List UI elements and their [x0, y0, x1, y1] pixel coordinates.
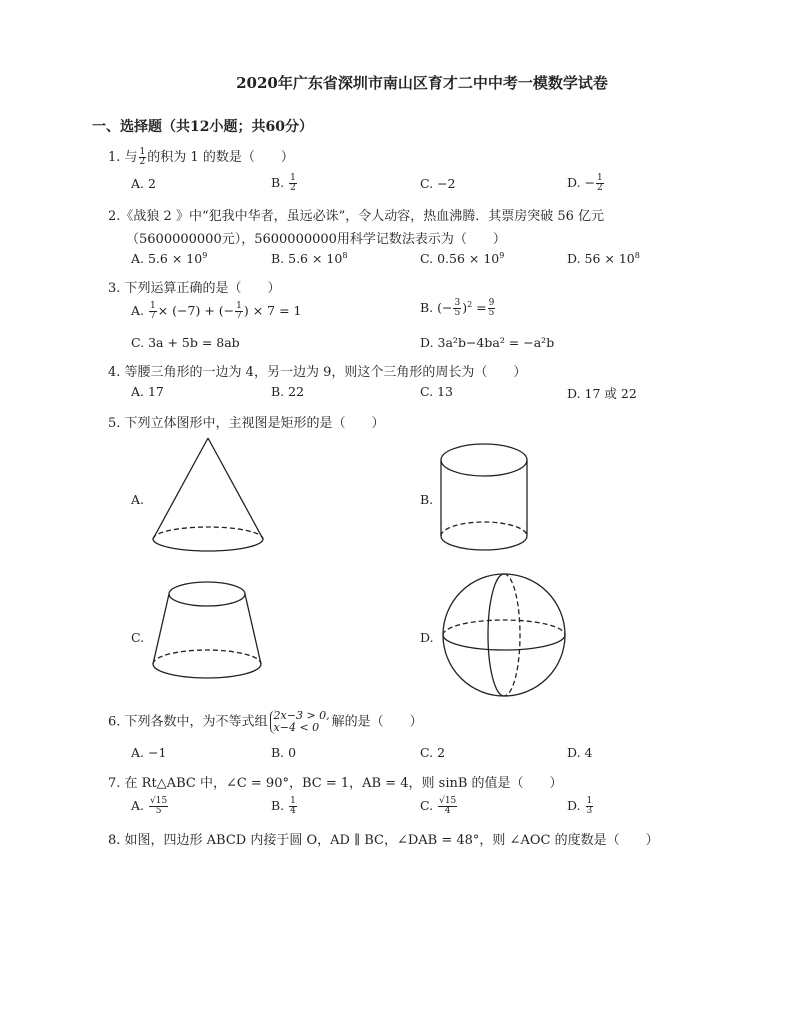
cylinder-figure — [438, 440, 530, 554]
q4-option-d: D. 17 或 22 — [567, 386, 637, 401]
inequality-system: 2x−3 > 0, x−4 < 0 — [270, 710, 330, 734]
q1-stem-b: 的积为 1 的数是（ ） — [147, 150, 294, 165]
question-2-line-1: 2.《战狼 2 》中“犯我中华者，虽远必诛”，令人动容，热血沸腾．其票房突破 56 亿元 — [108, 209, 605, 224]
cone-figure — [148, 436, 268, 554]
q6-option-d: D. 4 — [567, 745, 593, 760]
q4-option-b: B. 22 — [271, 384, 305, 399]
q7-option-b: B. $\frac{1}{4}$ — [271, 796, 296, 816]
q6-option-b: B. 0 — [271, 745, 297, 760]
page-title: 2020年广东省深圳市南山区育才二中中考一模数学试卷 — [236, 74, 608, 92]
q5-option-b-label: B. — [420, 492, 434, 507]
q1-option-c: C. −2 — [420, 176, 456, 191]
q1-fraction: $\frac{1}{2}$ — [139, 147, 146, 167]
question-8: 8. 如图，四边形 ABCD 内接于圆 O，AD ∥ BC，∠DAB = 48°，则 ∠AOC 的度数是（ ） — [108, 833, 659, 848]
q3-option-a: A. $\frac{1}{7}$ × (−7) + (− $\frac{1}{7}$ ) × 7 = 1 — [131, 301, 302, 321]
question-3: 3. 下列运算正确的是（ ） — [108, 281, 281, 296]
q4-option-c: C. 13 — [420, 384, 453, 399]
q4-option-a: A. 17 — [131, 384, 164, 399]
q5-option-d-label: D. — [420, 630, 434, 645]
q5-option-c-label: C. — [131, 630, 145, 645]
q7-option-c: C. $\frac{√15}{4}$ — [420, 796, 457, 816]
q1-stem-a: 1. 与 — [108, 150, 138, 165]
q1-option-d: D. − $\frac{1}{2}$ — [567, 173, 603, 193]
question-4: 4. 等腰三角形的一边为 4，另一边为 9，则这个三角形的周长为（ ） — [108, 365, 527, 380]
q7-option-a: A. $\frac{√15}{5}$ — [131, 796, 168, 816]
question-2-line-2: （5600000000元），5600000000用科学记数法表示为（ ） — [126, 232, 506, 247]
section-heading: 一、选择题（共12小题；共60分） — [92, 119, 313, 135]
q3-option-d: D. 3a²b−4ba² = −a²b — [420, 335, 555, 350]
q1-option-b: B. $\frac{1}{2}$ — [271, 173, 296, 193]
q3-option-b: B. (− $\frac{3}{5}$ )$^2$ = $\frac{9}{5}$ — [420, 298, 495, 318]
question-1 — [108, 146, 294, 167]
sphere-figure — [440, 572, 568, 698]
q2-option-c: C. $0.56 \times 10^9$ — [420, 251, 505, 267]
frustum-figure — [150, 578, 264, 690]
q6-option-a: A. −1 — [131, 745, 167, 760]
q3-option-c: C. 3a + 5b = 8ab — [131, 335, 240, 350]
q5-option-a-label: A. — [131, 492, 145, 507]
q2-option-a: A. $5.6 \times 10^9$ — [131, 251, 208, 267]
question-5: 5. 下列立体图形中，主视图是矩形的是（ ） — [108, 416, 385, 431]
question-7: 7. 在 Rt△ABC 中，∠C = 90°，BC = 1，AB = 4，则 sinB 的值是（ ） — [108, 776, 563, 791]
q2-option-b: B. $5.6 \times 10^8$ — [271, 251, 348, 267]
question-6: 6. 下列各数中，为不等式组 2x−3 > 0, x−4 < 0 解的是（ ） — [108, 709, 423, 734]
q1-option-a: A. 2 — [131, 176, 156, 191]
q7-option-d: D. $\frac{1}{3}$ — [567, 796, 593, 816]
q6-option-c: C. 2 — [420, 745, 446, 760]
q2-option-d: D. $56 \times 10^8$ — [567, 251, 640, 267]
